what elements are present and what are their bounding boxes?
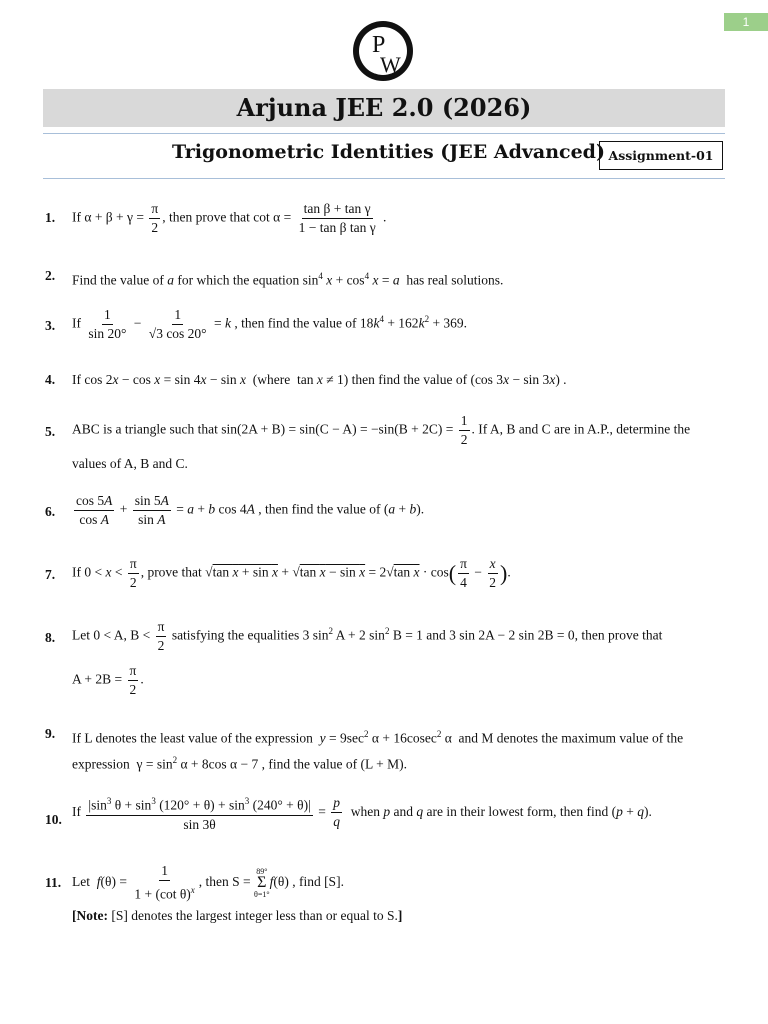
question-number: 3.	[45, 318, 56, 333]
question-11-note: [Note: [S] denotes the largest integer less than or equal to S.]	[72, 908, 403, 923]
question-number: 11.	[45, 875, 62, 890]
question-4-text: If cos 2x − cos x = sin 4x − sin x (where tan x ≠ 1) then find the value of (cos 3x − sin 3x) .	[72, 372, 567, 387]
question-7-text: If 0 < x < $\frac{\pi}{2}$ , prove that √tan x + sin x + √tan x − sin x = 2√tan x · cos( $\frac{\pi}{4}$ − $\frac{x}{2}$ ).	[72, 556, 511, 590]
question-6-text: $\frac{\cos 5A}{\text{cos A}}$ + $\frac{\sin 5A}{\text{sin A}}$ = a + b cos 4A , then find the value of (a + b).	[76, 493, 425, 527]
question-number: 1.	[45, 210, 56, 225]
divider-top	[43, 133, 725, 134]
pw-logo-icon	[352, 18, 414, 84]
question-5-text-line2: values of A, B and C.	[72, 456, 188, 471]
question-9-text: If L denotes the least value of the expression $y = 9\sec^2$ α + 16cosec$^2$ α and M denotes the maximum value of the	[72, 729, 684, 746]
question-number: 10.	[45, 812, 62, 827]
page-number: 1	[724, 13, 768, 31]
question-11-text: Let f(θ) = $\frac{1}{1 + (\cot \theta)^x}$ , then S = 89° Σ θ=1° f(θ) , find [S].	[72, 863, 344, 902]
question-1-text: If α + β + γ = $\frac{\pi}{2}$ , then prove that cot α = $\frac{\text{tan β + tan γ}}{\text{1 − tan β tan γ}}$ .	[72, 201, 387, 235]
question-8-text-line2: A + 2B = $\frac{\pi}{2}$ .	[72, 663, 144, 697]
question-number: 2.	[45, 268, 56, 283]
question-number: 5.	[45, 424, 56, 439]
question-3-text: If $\frac{1}{\sin 20^\circ}$ − $\frac{1}{√3 \cos 20^\circ}$ = k , then find the value of $18k^4 + 162k^2 + 369$.	[72, 307, 468, 341]
svg-text:P: P	[372, 32, 386, 58]
svg-text:W: W	[380, 52, 401, 77]
question-number: 7.	[45, 567, 56, 582]
question-number: 4.	[45, 372, 56, 387]
question-9-text-line2: expression $\gamma = \sin^2 \alpha + 8\cos$ α − 7 , find the value of (L + M).	[72, 755, 408, 772]
question-number: 9.	[45, 726, 56, 741]
assignment-label: Assignment-01	[599, 141, 723, 170]
question-number: 6.	[45, 504, 56, 519]
question-5-text: ABC is a triangle such that sin(2A + B) = sin(C − A) = −sin(B + 2C) = $\frac{1}{2}$ . If A, B and C are in A.P., determine the	[72, 413, 691, 447]
divider-bottom	[43, 178, 725, 179]
document-title: Arjuna JEE 2.0 (2026)	[43, 89, 725, 127]
question-2-text: Find the value of a for which the equation $\sin^4 x + \cos^4 x = a$ has real solutions.	[72, 271, 504, 288]
question-10-text: If $\frac{|\sin^3 \theta + \sin^3 (120^\circ + \theta) + \sin^3 (240^\circ + \theta)|}{\sin 3\theta}$ = $\frac{p}{q}$ when p and q are in their lowest form, then find (p + q).	[72, 792, 652, 834]
document-subtitle: Trigonometric Identities (JEE Advanced)	[172, 141, 605, 163]
question-number: 8.	[45, 630, 56, 645]
question-8-text: Let 0 < A, B < $\frac{\pi}{2}$ satisfying the equalities 3 $\sin^2 A + 2$ $\sin^2 B = 1$ and 3 sin 2A − 2 sin 2B = 0, then prove that	[72, 619, 663, 653]
